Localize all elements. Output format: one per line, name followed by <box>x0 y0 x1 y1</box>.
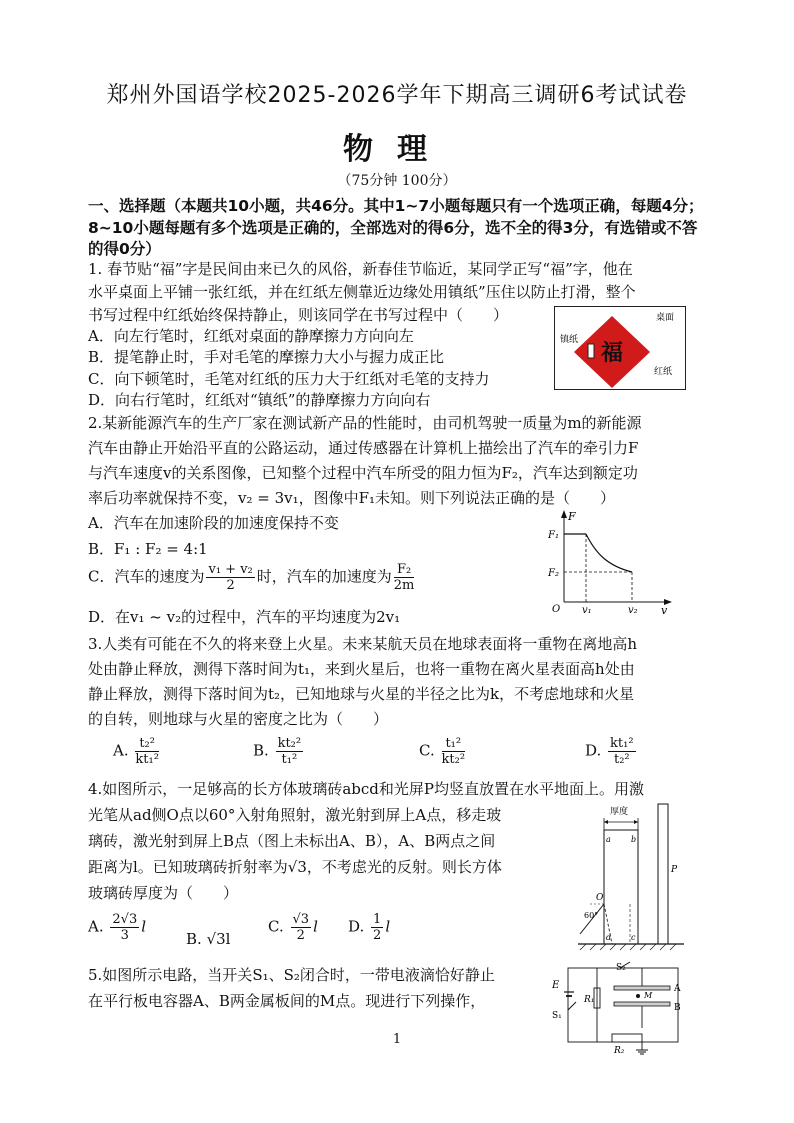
circuit-s1: S₁ <box>552 1011 562 1021</box>
graph-f2: F₂ <box>548 568 559 579</box>
q1-option-a: A．向左行笔时，红纸对桌面的静摩擦力方向向左 <box>88 327 414 345</box>
q5-line-1: 5.如图所示电路，当开关S₁、S₂闭合时，一带电液滴恰好静止 <box>88 966 495 984</box>
denominator: 2 <box>226 578 235 593</box>
q2-option-a: A．汽车在加速阶段的加速度保持不变 <box>88 514 339 532</box>
q2-line-1: 2.某新能源汽车的生产厂家在测试新产品的性能时，由司机驾驶一质量为m的新能源 <box>88 414 642 432</box>
denominator: 2 <box>296 928 305 943</box>
circuit-m: M <box>644 991 653 1000</box>
q2-option-c-fraction-1 <box>206 562 254 593</box>
option-tail: l <box>141 917 147 936</box>
denominator: t₂² <box>613 752 630 767</box>
denominator: kt₂² <box>441 752 466 767</box>
circuit-r2: R₂ <box>614 1046 625 1056</box>
plate-b: B <box>674 1003 681 1013</box>
option-fraction <box>291 912 312 943</box>
numerator: √3 <box>292 912 310 927</box>
q1-line-1: 1. 春节贴“福”字是民间由来已久的风俗，新春佳节临近，某同学正写“福”字，他在 <box>88 260 633 278</box>
corner-d: d <box>606 933 612 942</box>
q2-line-4: 率后功率就保持不变，v₂ = 3v₁，图像中F₁未知。则下列说法正确的是（ ） <box>88 489 616 507</box>
corner-a: a <box>606 835 611 844</box>
q3-line-1: 3.人类有可能在不久的将来登上火星。未来某航天员在地球表面将一重物在离地高h <box>88 635 637 653</box>
q4-option-b <box>186 930 230 948</box>
option-label: D. <box>585 741 602 760</box>
q2-force-velocity-graph <box>548 510 672 617</box>
q3-line-4: 的自转，则地球与火星的密度之比为（ ） <box>88 710 389 728</box>
numerator: 1 <box>373 912 382 927</box>
q2-line-2: 汽车由静止开始沿平直的公路运动，通过传感器在计算机上描绘出了汽车的牵引力F <box>88 439 639 457</box>
q3-line-2: 处由静止释放，测得下落时间为t₁，来到火星后，也将一重物在离火星表面高h处由 <box>88 660 635 678</box>
q2-line-3: 与汽车速度v的关系图像，已知整个过程中汽车所受的阻力恒为F₂，汽车达到额定功 <box>88 464 638 482</box>
q5-line-2: 在平行板电容器A、B两金属板间的M点。现进行下列操作， <box>88 992 486 1010</box>
denominator: 2m <box>393 578 415 593</box>
q3-option-a <box>113 736 161 767</box>
numerator: v₁ + v₂ <box>208 562 253 577</box>
weight-label: 镇纸 <box>560 335 579 345</box>
fu-character: 福 <box>600 340 624 366</box>
q2-option-d: D．在v₁ ~ v₂的过程中，汽车的平均速度为2v₁ <box>88 608 401 626</box>
circuit-e: E <box>552 980 560 991</box>
exam-duration: （75分钟 100分） <box>337 173 457 189</box>
q4-option-a <box>88 912 146 943</box>
option-fraction <box>371 912 383 943</box>
q3-line-3: 静止释放，测得下落时间为t₂，已知地球与火星的半径之比为k，不考虑地球和火星 <box>88 685 635 703</box>
page-number: 1 <box>392 1032 402 1047</box>
q4-option-d <box>348 912 390 943</box>
option-label: D. <box>348 917 365 936</box>
denominator: 2 <box>373 928 382 943</box>
q2-option-c <box>88 562 416 593</box>
option-fraction <box>110 912 139 943</box>
q1-figure <box>554 306 686 390</box>
option-fraction <box>608 736 636 767</box>
q2-option-b: B．F₁ : F₂ = 4:1 <box>88 540 208 558</box>
paper-label: 红纸 <box>654 367 673 377</box>
corner-c: c <box>631 933 636 942</box>
option-fraction <box>442 736 466 767</box>
graph-v1: v₁ <box>582 605 592 616</box>
q1-option-c: C．向下顿笔时，毛笔对红纸的压力大于红纸对毛笔的支持力 <box>88 370 490 388</box>
option-label: A. <box>88 917 104 936</box>
q3-option-b <box>253 736 305 767</box>
denominator: kt₁² <box>135 752 159 767</box>
circuit-s2: S₂ <box>616 963 626 973</box>
q2-option-c-mid: 时，汽车的加速度为 <box>256 567 392 586</box>
graph-x-label: v <box>661 604 668 617</box>
option-tail: l <box>385 917 391 936</box>
option-text: √3l <box>206 930 231 948</box>
school-title: 郑州外国语学校2025-2026学年下期高三调研6考试试卷 <box>106 83 688 108</box>
numerator: 2√3 <box>112 912 138 927</box>
q4-line-1: 4.如图所示，一足够高的长方体玻璃砖abcd和光屏P均竖直放置在水平地面上。用激 <box>88 780 644 798</box>
circuit-r1: R₁ <box>584 995 595 1005</box>
q1-line-3: 书写过程中红纸始终保持静止，则该同学在书写过程中（ ） <box>88 306 509 324</box>
thickness-label: 厚度 <box>610 807 629 817</box>
screen-p: P <box>671 865 678 875</box>
graph-v2: v₂ <box>628 605 638 616</box>
numerator: kt₂² <box>277 736 302 751</box>
option-label: B. <box>253 741 269 760</box>
q2-option-c-pre: C．汽车的速度为 <box>88 567 205 586</box>
q4-glass-brick-figure <box>574 800 688 950</box>
denominator: t₁² <box>281 752 298 767</box>
option-label: A. <box>113 741 129 760</box>
plate-a: A <box>674 984 681 994</box>
paper-weight-shape <box>588 344 594 358</box>
option-tail: l <box>313 917 318 936</box>
q4-line-5: 玻璃砖厚度为（ ） <box>88 884 239 902</box>
q4-line-2: 光笔从ad侧O点以60°入射角照射，激光射到屏上A点，移走玻 <box>88 806 502 824</box>
numerator: kt₁² <box>610 736 634 751</box>
subject-title: 物理 <box>343 132 451 167</box>
option-label: B. <box>186 930 202 948</box>
numerator: F₂ <box>394 562 415 578</box>
graph-y-label: F <box>568 510 576 523</box>
numerator: t₁² <box>442 736 466 752</box>
corner-b: b <box>631 835 637 844</box>
option-fraction <box>135 736 159 767</box>
numerator: t₂² <box>135 736 159 752</box>
graph-origin: O <box>552 604 561 615</box>
q2-option-c-fraction-2 <box>394 562 415 593</box>
q4-line-3: 璃砖，激光射到屏上B点（图上未标出A、B），A、B两点之间 <box>88 832 496 850</box>
option-label: C. <box>268 917 284 936</box>
q1-option-d: D．向右行笔时，红纸对“镇纸”的静摩擦力方向向右 <box>88 391 431 409</box>
q4-line-4: 距离为l。已知玻璃砖折射率为√3，不考虑光的反射。则长方体 <box>88 858 502 876</box>
option-fraction <box>276 736 304 767</box>
option-label: C. <box>419 741 435 760</box>
q3-option-d <box>585 736 638 767</box>
q3-option-c <box>419 736 467 767</box>
denominator: 3 <box>120 928 129 943</box>
q1-option-b: B．提笔静止时，手对毛笔的摩擦力大小与握力成正比 <box>88 348 445 366</box>
q4-option-c <box>268 912 318 943</box>
section-heading: 一、选择题（本题共10小题，共46分。其中1~7小题每题只有一个选项正确，每题4分；8~10小题每题有多个选项是正确的，全部选对的得6分，选不全的得3分，有选错或不答的得0分） <box>88 197 704 258</box>
desk-label: 桌面 <box>656 313 675 323</box>
q1-line-2: 水平桌面上平铺一张红纸，并在红纸左侧靠近边缘处用镇纸”压住以防止打滑，整个 <box>88 283 636 301</box>
graph-f1: F₁ <box>548 530 559 541</box>
point-o: O <box>596 893 604 903</box>
incident-angle: 60° <box>584 911 599 920</box>
